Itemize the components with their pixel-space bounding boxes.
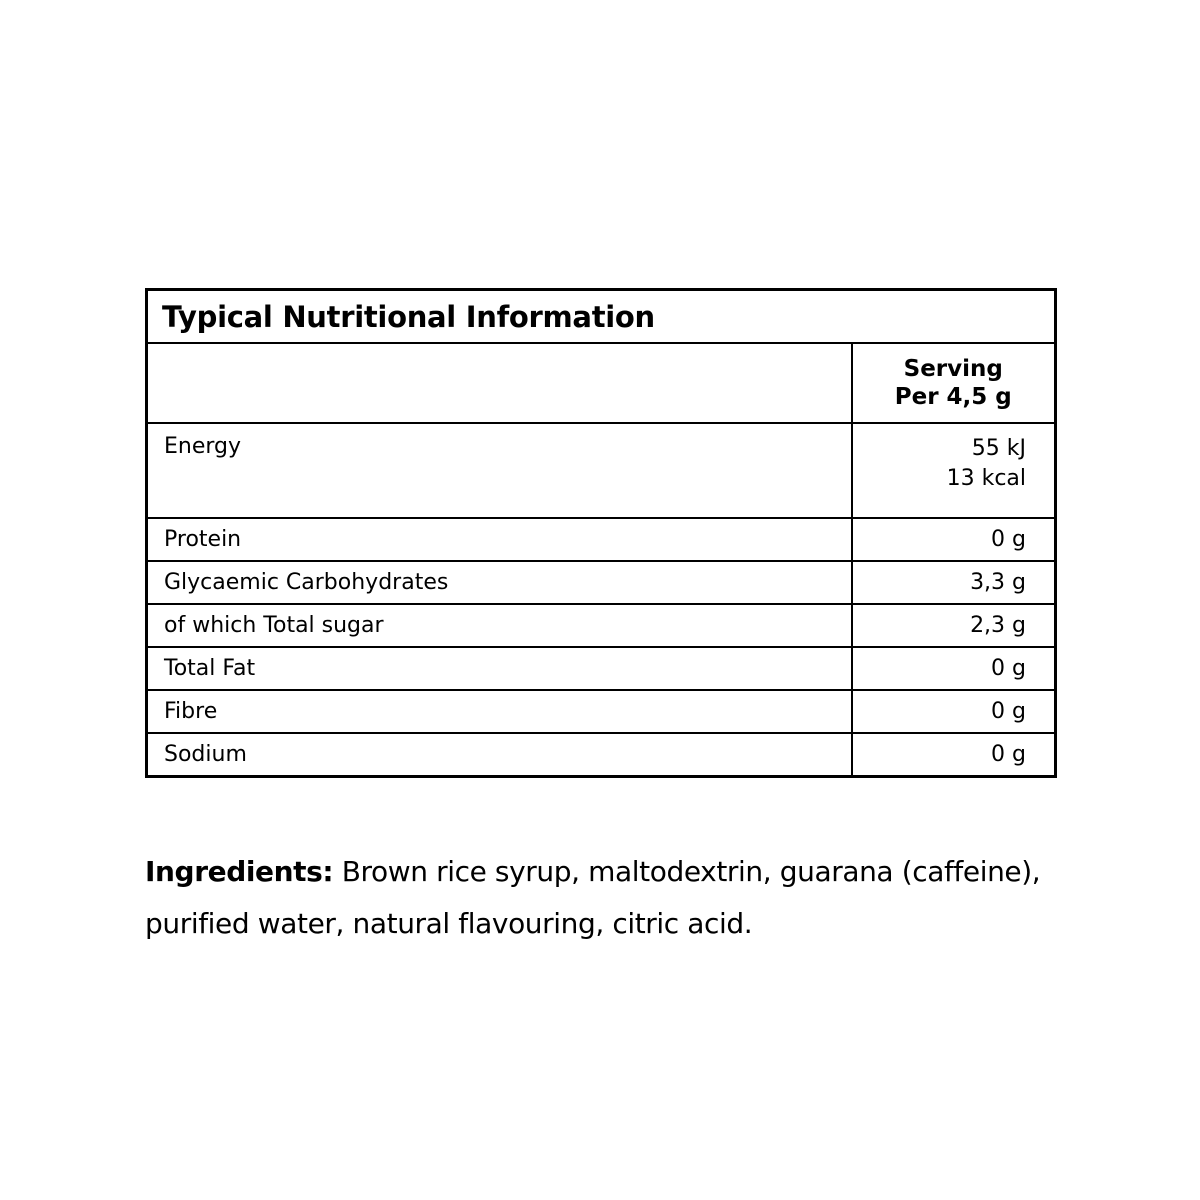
row-value: 0 g [852, 647, 1056, 690]
row-label: Total Fat [147, 647, 852, 690]
row-label: Energy [147, 423, 852, 518]
row-energy [147, 423, 1056, 518]
nutrition-table [145, 288, 1057, 778]
table-title: Typical Nutritional Information [147, 290, 1056, 344]
row-value: 0 g [852, 518, 1056, 561]
ingredients-paragraph [145, 846, 1085, 950]
row-value [852, 423, 1056, 518]
serving-column-header [852, 343, 1056, 423]
row-label: Fibre [147, 690, 852, 733]
energy-value-kj: 55 kJ [971, 436, 1027, 461]
row-value: 0 g [852, 733, 1056, 777]
row-total-fat [147, 647, 1056, 690]
table-title-row [147, 290, 1056, 344]
row-fibre [147, 690, 1056, 733]
ingredients-text: Brown rice syrup, maltodextrin, guarana (caffeine), purified water, natural flavouring, citric acid. [145, 855, 1041, 940]
row-value: 0 g [852, 690, 1056, 733]
row-total-sugar [147, 604, 1056, 647]
energy-value-kcal: 13 kcal [946, 466, 1027, 491]
row-label: of which Total sugar [147, 604, 852, 647]
row-label: Protein [147, 518, 852, 561]
row-sodium [147, 733, 1056, 777]
row-value: 3,3 g [852, 561, 1056, 604]
serving-header-line1: Serving [903, 356, 1003, 382]
row-protein [147, 518, 1056, 561]
row-value: 2,3 g [852, 604, 1056, 647]
serving-header-line2: Per 4,5 g [894, 384, 1012, 410]
column-header-row [147, 343, 1056, 423]
row-glycaemic-carbohydrates [147, 561, 1056, 604]
row-label: Sodium [147, 733, 852, 777]
row-label: Glycaemic Carbohydrates [147, 561, 852, 604]
ingredients-label: Ingredients: [145, 855, 334, 888]
header-empty-cell [147, 343, 852, 423]
